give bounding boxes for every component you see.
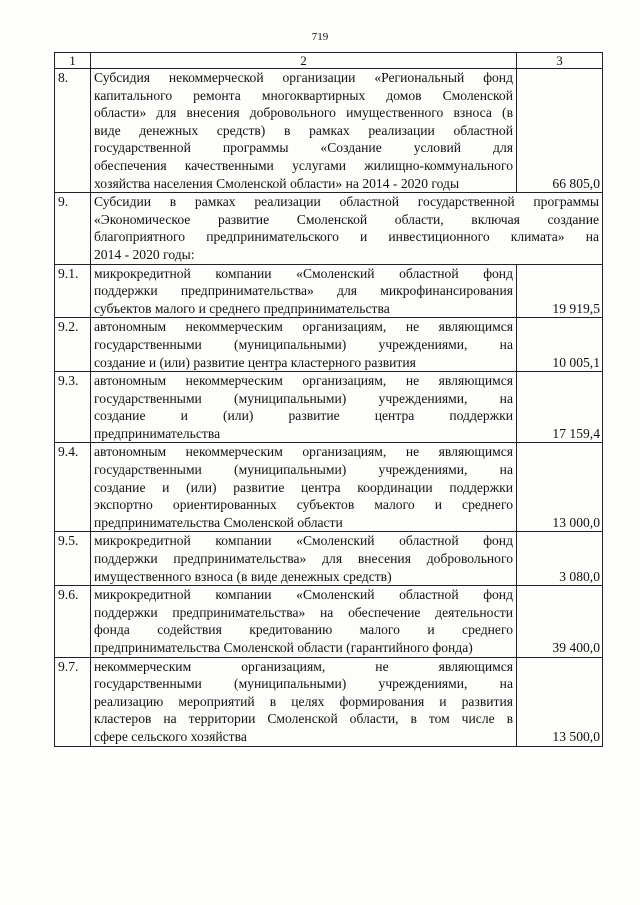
row-amount: 3 080,0	[517, 532, 603, 586]
table-row	[55, 318, 603, 372]
description-line: субъектов малого и среднего предпринимательства	[94, 300, 390, 316]
description-line: области» для внесения добровольного имущественного взноса (в	[94, 105, 513, 121]
row-amount: 19 919,5	[517, 264, 603, 318]
description-line: обеспечения качественными услугами жилищно-коммунального	[94, 157, 513, 173]
table-row	[55, 69, 603, 193]
row-number: 9.7.	[55, 657, 91, 746]
description-line: создание и (или) развитие центра поддержки	[94, 408, 513, 424]
description-line: виде денежных средств) в рамках реализации областной	[94, 122, 513, 138]
row-number: 8.	[55, 69, 91, 193]
header-col-3: 3	[517, 53, 603, 69]
subsidy-table	[54, 52, 603, 747]
description-line: сфере сельского хозяйства	[94, 728, 247, 744]
row-amount: 39 400,0	[517, 586, 603, 657]
row-amount: 13 000,0	[517, 443, 603, 532]
description-line: 2014 - 2020 годы:	[94, 246, 195, 262]
table-row	[55, 193, 603, 264]
description-line: автономным некоммерческим организациям, не являющимся	[94, 444, 513, 460]
description-line: поддержки предпринимательства» на обеспечение деятельности	[94, 604, 513, 620]
row-description	[91, 193, 603, 264]
description-line: реализацию мероприятий в целях формирования и развития	[94, 693, 513, 709]
row-number: 9.6.	[55, 586, 91, 657]
row-number: 9.1.	[55, 264, 91, 318]
row-description	[91, 586, 517, 657]
page-number: 719	[311, 31, 329, 43]
table-row	[55, 443, 603, 532]
description-line: автономным некоммерческим организациям, не являющимся	[94, 373, 513, 389]
row-amount: 13 500,0	[517, 657, 603, 746]
description-line: государственными (муниципальными) учреждениями, на	[94, 676, 513, 692]
description-line: Субсидии в рамках реализации областной государственной программы	[94, 194, 599, 210]
description-line: благоприятного предпринимательского и инвестиционного климата» на	[94, 229, 599, 245]
description-line: имущественного взноса (в виде денежных средств)	[94, 568, 392, 584]
description-line: капитального ремонта многоквартирных домов Смоленской	[94, 87, 513, 103]
table-row	[55, 532, 603, 586]
row-description	[91, 443, 517, 532]
table-row	[55, 372, 603, 443]
header-col-2: 2	[91, 53, 517, 69]
description-line: поддержки предпринимательства» для микрофинансирования	[94, 283, 513, 299]
description-line: некоммерческим организациям, не являющимся	[94, 658, 513, 674]
row-description	[91, 657, 517, 746]
description-line: микрокредитной компании «Смоленский областной фонд	[94, 533, 513, 549]
row-number: 9.4.	[55, 443, 91, 532]
description-line: государственными (муниципальными) учреждениями, на	[94, 462, 513, 478]
row-number: 9.	[55, 193, 91, 264]
description-line: Субсидия некоммерческой организации «Региональный фонд	[94, 70, 513, 85]
description-line: создание и (или) развитие центра координации поддержки	[94, 479, 513, 495]
description-line: государственными (муниципальными) учреждениями, на	[94, 390, 513, 406]
description-line: предпринимательства Смоленской области (гарантийного фонда)	[94, 640, 473, 655]
table-row	[55, 586, 603, 657]
row-description	[91, 69, 517, 193]
table-row	[55, 264, 603, 318]
row-description	[91, 318, 517, 372]
table-header-row	[55, 53, 603, 69]
description-line: экспортно ориентированных субъектов малого и среднего	[94, 497, 513, 513]
row-number: 9.3.	[55, 372, 91, 443]
description-line: хозяйства населения Смоленской области» на 2014 - 2020 годы	[94, 175, 460, 191]
row-amount: 66 805,0	[517, 69, 603, 193]
row-amount: 10 005,1	[517, 318, 603, 372]
header-col-1: 1	[55, 53, 91, 69]
row-description	[91, 532, 517, 586]
row-description	[91, 264, 517, 318]
description-line: создание и (или) развитие центра кластерного развития	[94, 354, 416, 370]
description-line: микрокредитной компании «Смоленский областной фонд	[94, 265, 513, 281]
description-line: государственной программы «Создание условий для	[94, 140, 513, 156]
description-line: кластеров на территории Смоленской области, в том числе в	[94, 711, 513, 727]
row-number: 9.2.	[55, 318, 91, 372]
description-line: государственными (муниципальными) учреждениями, на	[94, 336, 513, 352]
description-line: предпринимательства	[94, 425, 221, 441]
description-line: микрокредитной компании «Смоленский областной фонд	[94, 587, 513, 603]
row-amount: 17 159,4	[517, 372, 603, 443]
description-line: автономным некоммерческим организациям, не являющимся	[94, 319, 513, 335]
table-row	[55, 657, 603, 746]
description-line: фонда содействия кредитованию малого и среднего	[94, 622, 513, 638]
row-description	[91, 372, 517, 443]
description-line: поддержки предпринимательства» для внесения добровольного	[94, 551, 513, 567]
description-line: предпринимательства Смоленской области	[94, 514, 343, 530]
row-number: 9.5.	[55, 532, 91, 586]
description-line: «Экономическое развитие Смоленской области, включая создание	[94, 211, 599, 227]
